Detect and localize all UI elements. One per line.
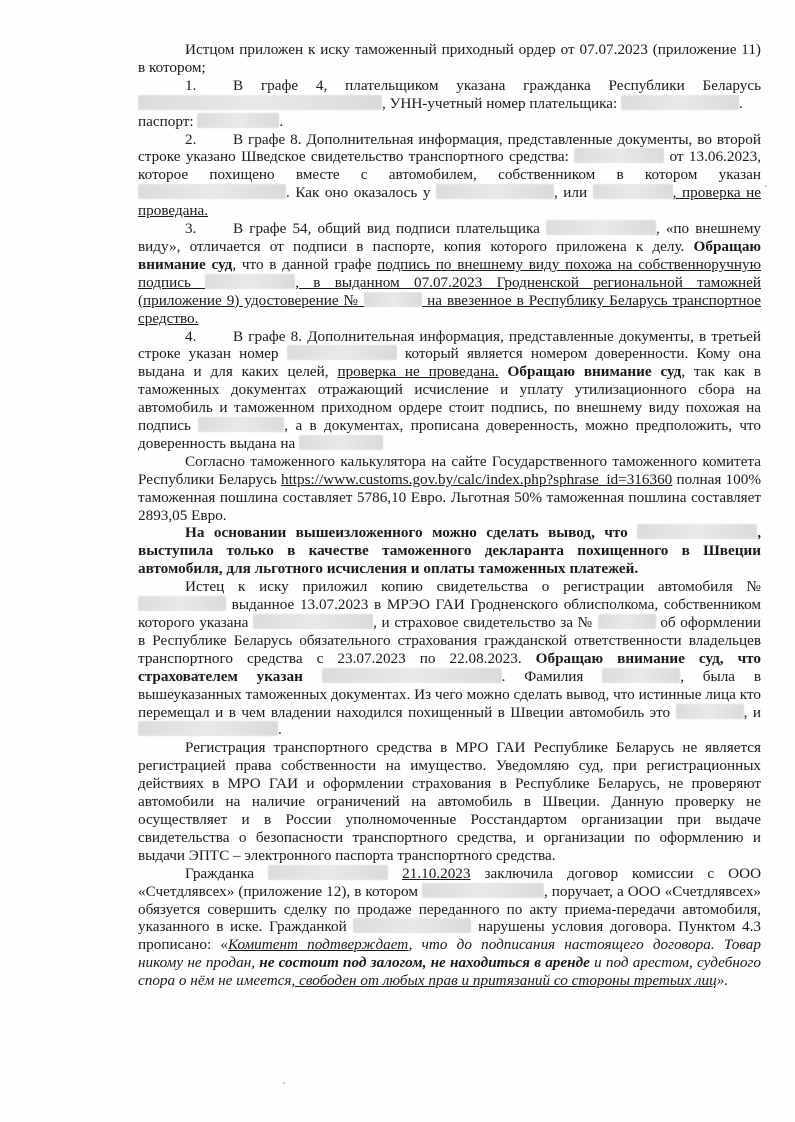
text-bold: Обращаю внимание суд, что страхователем указан — [138, 649, 762, 685]
text: . Фамилия — [501, 667, 584, 685]
customs-calculator-link[interactable]: https://www.customs.gov.by/calc/index.php?sphrase_id=316360 — [280, 470, 673, 488]
text: , поручает, а ООО «Счетдлявсех» обязуется совершить сделку по продаже переданного по акту приема-передачи автомобиля, указанного в иске. Гражданкой — [138, 882, 762, 936]
text-bold: Обращаю внимание суд — [138, 237, 762, 273]
redacted-passport — [197, 113, 279, 128]
redacted-registration-number — [138, 596, 226, 611]
text-italic-underlined: Комитент подтверждает — [227, 936, 409, 954]
text: В графе 8. Дополнительная информация, представленные документы, во второй строке указано Шведское свидетельство транспортного средства: — [138, 130, 761, 166]
text: В графе 4, плательщиком указана гражданка Республики Беларусь — [233, 76, 761, 94]
paragraph-customs-order — [138, 41, 761, 77]
paragraph-passport — [138, 113, 761, 131]
redacted-person — [436, 184, 554, 199]
redacted-unn — [621, 95, 739, 110]
redacted-name — [268, 865, 388, 880]
text: . Как оно оказалось у — [286, 184, 431, 202]
list-item-3 — [138, 220, 761, 327]
text: . — [278, 721, 282, 739]
document-body — [138, 41, 761, 990]
text: нарушены условия договора. Пунктом 4.3 прописано: « — [138, 918, 761, 954]
scan-speck — [765, 185, 767, 187]
list-number: 3. — [185, 220, 197, 238]
list-number: 2. — [185, 130, 197, 148]
redacted-person — [138, 721, 278, 736]
list-item-4 — [138, 328, 761, 453]
text: , УНН-учетный номер плательщика: — [382, 94, 618, 112]
text: на ввезенное в Республику Беларусь транспортное средство. — [138, 291, 762, 327]
text-italic: ». — [716, 972, 729, 990]
text: . — [739, 94, 743, 112]
redacted-name — [138, 95, 382, 110]
redacted-surname — [602, 668, 680, 683]
text: , а в документах, прописана доверенность, можно предположить, что доверенность выдана на — [138, 417, 762, 452]
list-number: 4. — [185, 327, 197, 345]
redacted-signature-owner — [205, 274, 295, 289]
text-underlined: проверка не проведана. — [337, 363, 499, 381]
redacted-payer — [546, 220, 656, 235]
redacted-attorney — [299, 435, 383, 450]
paragraph-gai — [138, 739, 761, 864]
redacted-person — [676, 704, 744, 719]
list-number: 1. — [185, 76, 197, 94]
redacted-signature — [198, 417, 284, 432]
text-italic-underlined: , свободен от любых прав и притязаний со стороны третьих лиц — [291, 972, 717, 990]
text: , в выданном 07.07.2023 Гродненской региональной таможней (приложение 9) удостоверение № — [138, 273, 761, 309]
text: Регистрация транспортного средства в МРО ГАИ Республике Беларусь не является регистрацией права собственности на имущество. Уведомляю суд, при регистрационных действиях в МРО ГАИ и оформлении страхования в Республике Беларусь, не проверяют автомобили на наличие ограничений на автомобиль в Швеции. Данную проверку не осуществляет и в России уполномоченные Росстандартом организации при выдаче свидетельства о безопасности транспортного средства, и организации по оформлению и выдачи ЭПТС – электронного паспорта транспортного средства. — [138, 739, 761, 864]
text: Истцом приложен к иску таможенный приходный ордер от 07.07.2023 (приложение 11) в котором; — [138, 41, 761, 76]
text: Гражданка — [185, 864, 255, 882]
text-bold: Обращаю внимание суд — [507, 363, 682, 381]
text: , выступила только в качестве таможенного декларанта похищенного в Швеции автомобиля, для льготного исчисления и оплаты таможенных платежей. — [138, 524, 761, 578]
text: паспорт: — [138, 112, 194, 130]
text: от 13.06.2023, которое похищено вместе с автомобилем, собственником в котором указан — [138, 148, 762, 184]
text: заключила договор комиссии с ООО «Счетдлявсех» (приложение 12), в котором — [138, 864, 762, 900]
text: . — [279, 112, 284, 130]
text: , так как в таможенных документах отражающий исчисление и уплату утилизационного сбора на автомобиль и таможенном приходном ордере стоит подпись, по внешнему виду похожая на подпись — [138, 363, 762, 435]
redacted-number — [287, 345, 397, 360]
text: полная 100% таможенная пошлина составляет 5786,10 Евро. Льготная 50% таможенная пошлина составляет 2893,05 Евро. — [138, 470, 761, 524]
text: , и страховое свидетельство за № — [373, 614, 593, 631]
redacted-person — [422, 883, 544, 898]
text-underlined: , проверка не проведана. — [138, 184, 761, 220]
text: В графе 8. Дополнительная информация, представленные документы, в третьей строке указан номер — [138, 327, 761, 363]
redacted-name — [637, 524, 757, 539]
text: Истец к иску приложил копию свидетельства о регистрации автомобиля № — [185, 578, 761, 596]
redacted-insurance-number — [598, 614, 656, 629]
text: Согласно таможенного калькулятора на сайте Государственного таможенного комитета Республики Беларусь — [138, 452, 761, 488]
text: , была в вышеуказанных таможенных документах. Из чего можно сделать вывод, что истинные лица кто перемещал и в чем владении находился похищенный в Швеции автомобиль это — [138, 667, 761, 721]
paragraph-conclusion — [138, 524, 761, 578]
redacted-person — [593, 184, 673, 199]
paragraph-registration — [138, 578, 761, 739]
redacted-certificate-number — [364, 292, 422, 307]
redacted-owner — [138, 184, 286, 199]
text-underlined: 21.10.2023 — [402, 864, 471, 882]
list-item-2 — [138, 131, 761, 221]
text: , и — [743, 703, 761, 721]
text: , или — [553, 184, 588, 202]
text: , что в данной графе — [232, 255, 372, 273]
list-item-1 — [138, 77, 761, 113]
text: В графе 54, общий вид подписи плательщика — [233, 220, 540, 238]
redacted-certificate — [574, 148, 664, 163]
text-bold-italic: не состоит под залогом, не находиться в аренде — [259, 954, 590, 972]
text: На основании вышеизложенного можно сделать вывод, что — [185, 524, 628, 542]
scan-speck — [283, 1082, 285, 1084]
text: выданное 13.07.2023 в МРЭО ГАИ Гродненского облисполкома, собственником которого указана — [138, 596, 761, 631]
redacted-name — [353, 918, 471, 933]
text-italic: , что до подписания настоящего договора. Товар никому не продан, — [138, 936, 761, 972]
text: об оформлении в Республике Беларусь обязательного страхования гражданской ответственности владельцев транспортного средства с 23.07.2023 по 22.08.2023. — [138, 614, 762, 667]
text: подпись по внешнему виду похожа на собственноручную подпись — [138, 255, 761, 291]
redacted-policyholder — [322, 668, 502, 683]
text: который является номером доверенности. Кому она выдана и для каких целей, — [138, 345, 762, 381]
paragraph-contract — [138, 865, 761, 990]
paragraph-calculator — [138, 453, 761, 525]
redacted-owner — [253, 614, 373, 629]
text: , «по внешнему виду», отличается от подписи в паспорте, копия которого приложена к делу. — [138, 220, 762, 255]
text-italic: и под арестом, судебного спора о нём не имеется — [138, 954, 762, 990]
